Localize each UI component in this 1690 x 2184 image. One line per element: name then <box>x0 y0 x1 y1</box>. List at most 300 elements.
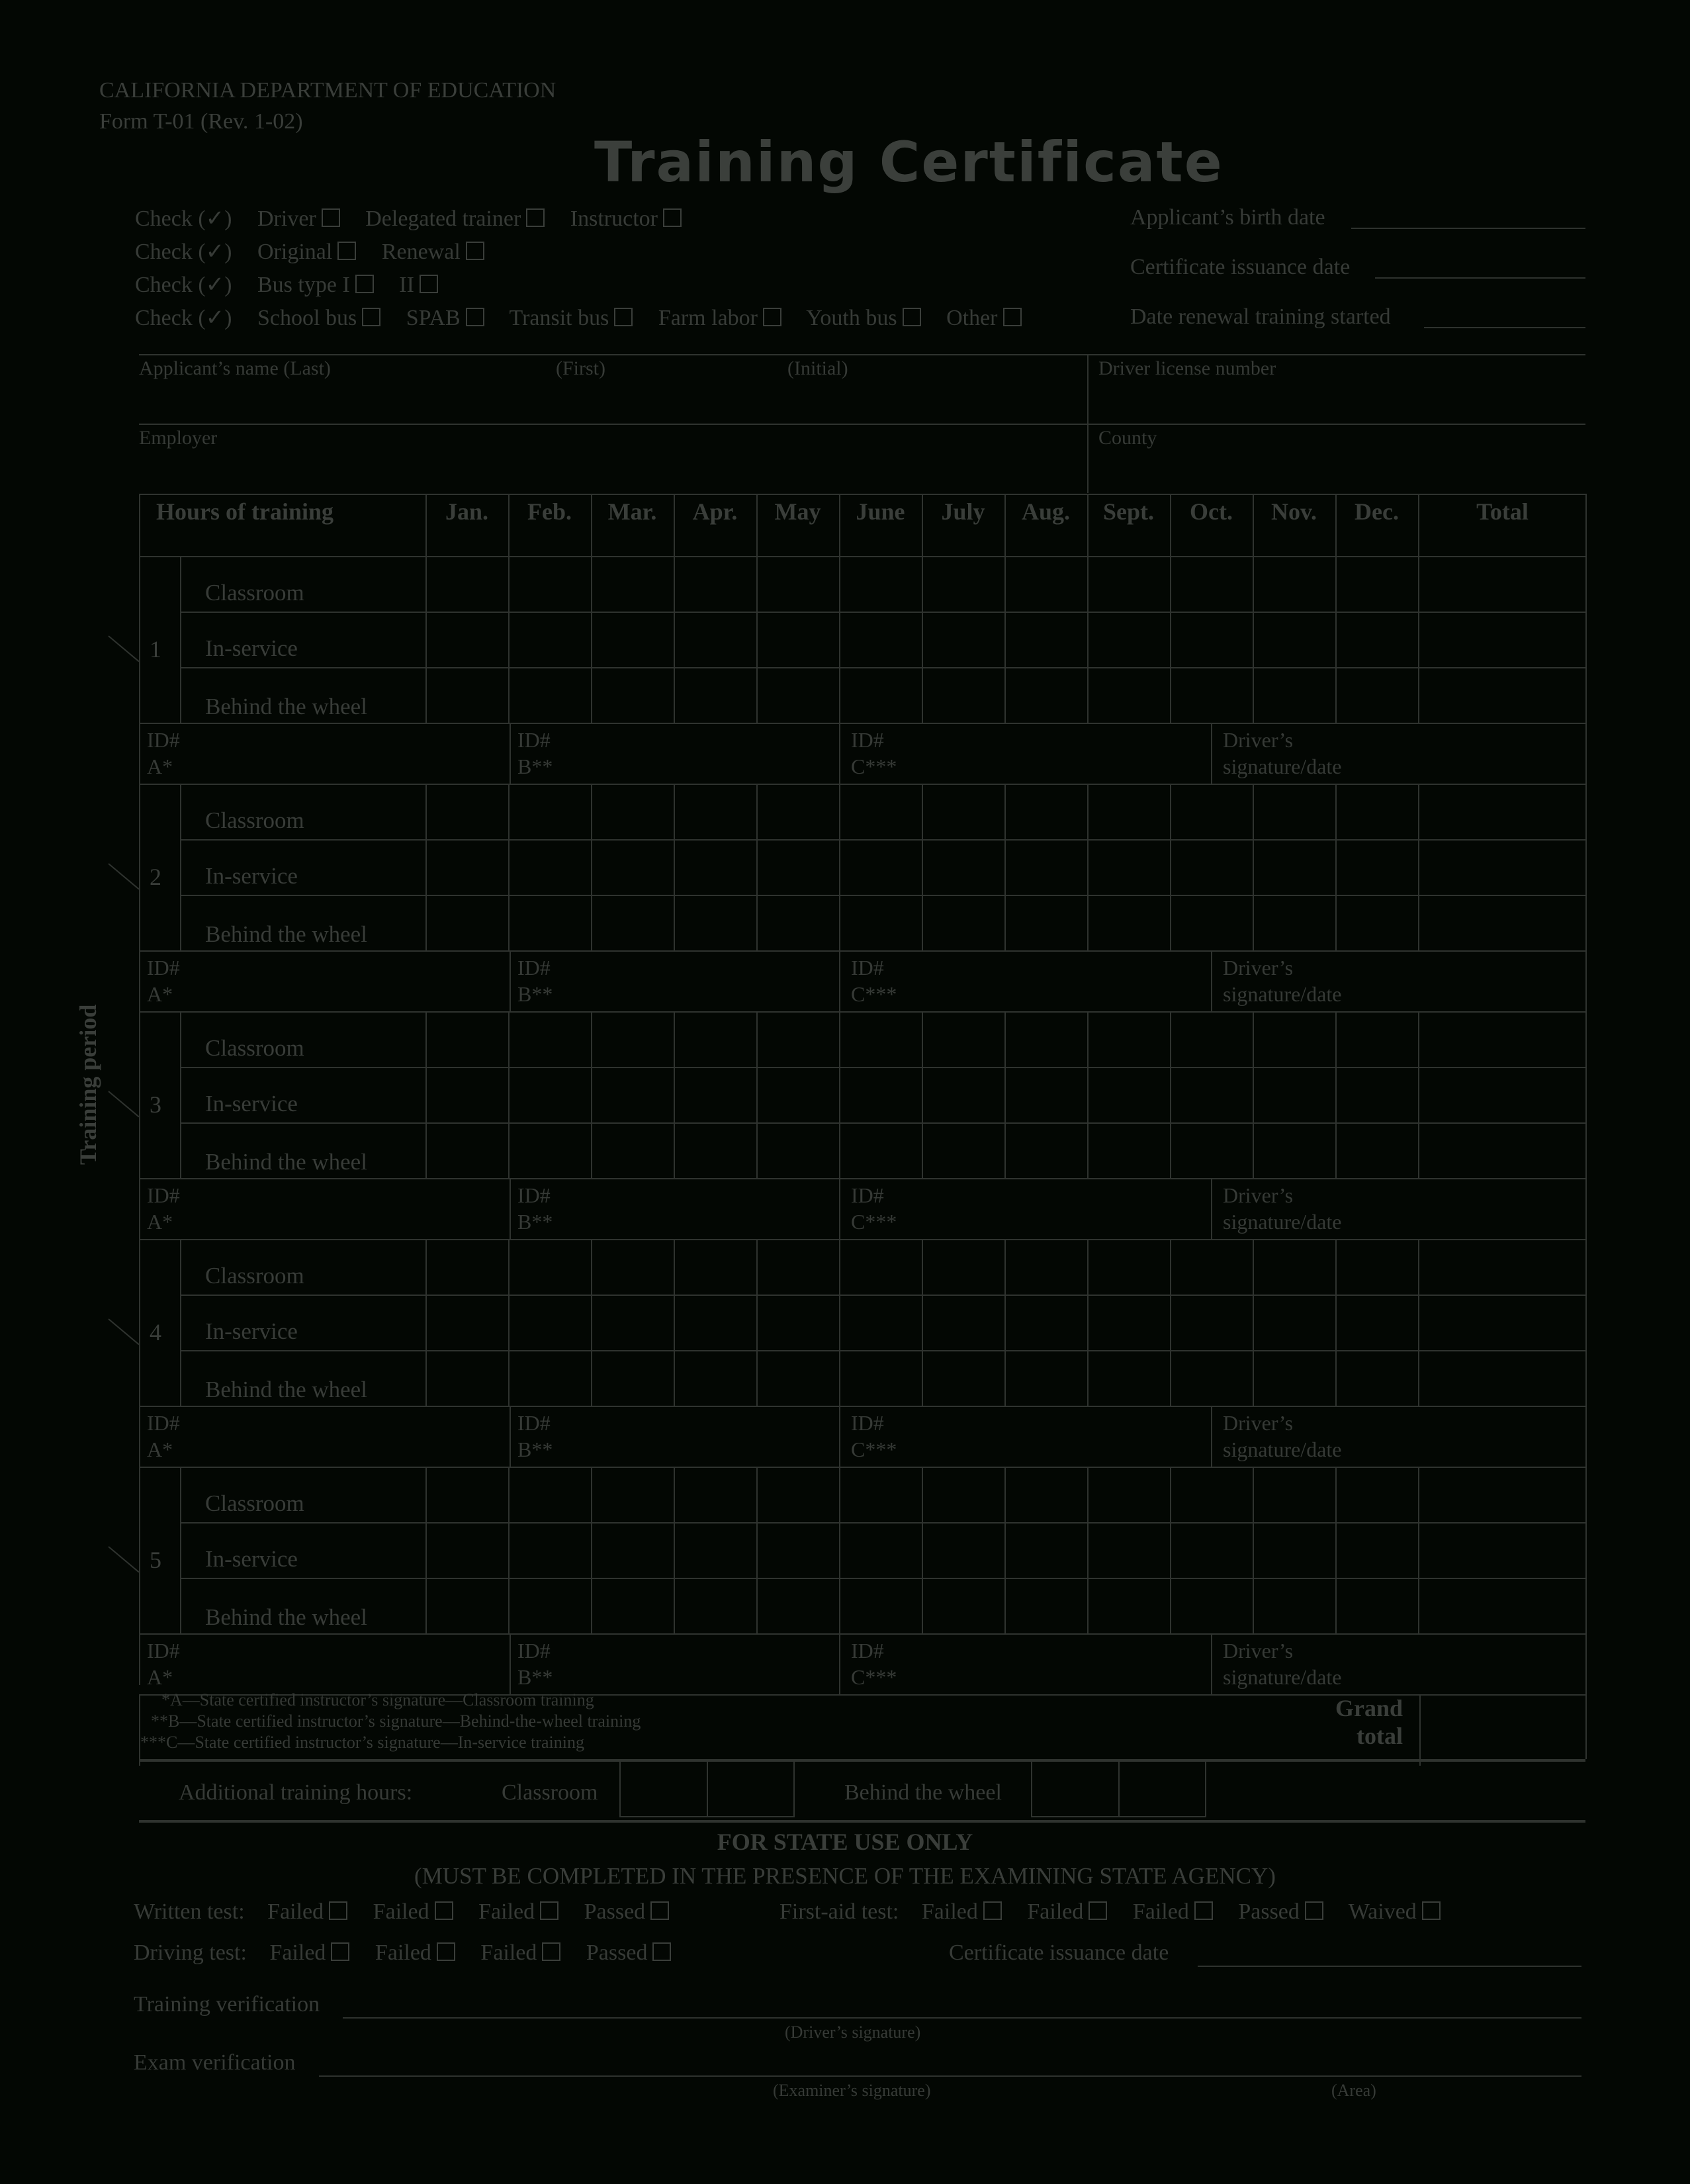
hours-cell[interactable] <box>510 1469 589 1520</box>
hours-cell[interactable] <box>1006 786 1085 837</box>
footnote-c: ***C—State certified instructor’s signature—In-service training <box>140 1733 584 1752</box>
hours-cell[interactable] <box>1255 614 1333 665</box>
hours-cell[interactable] <box>1172 1524 1251 1576</box>
hours-cell[interactable] <box>1255 1352 1333 1404</box>
hours-cell[interactable] <box>510 558 589 610</box>
hours-cell[interactable] <box>510 786 589 837</box>
hours-cell[interactable] <box>841 1580 920 1631</box>
option-driver-label: Driver <box>257 206 316 231</box>
hours-cell[interactable] <box>593 1013 672 1065</box>
hours-cell[interactable] <box>1172 1580 1251 1631</box>
hours-cell[interactable] <box>1255 1069 1333 1120</box>
hours-cell[interactable] <box>593 614 672 665</box>
instructor-id-b-field[interactable] <box>517 954 553 1007</box>
hours-cell[interactable] <box>1089 558 1168 610</box>
checkbox-transit-bus[interactable] <box>614 308 633 326</box>
id-line-1: ID# <box>517 728 551 752</box>
instructor-id-c-field[interactable] <box>851 1410 897 1463</box>
month-header: Dec. <box>1355 498 1399 525</box>
hours-cell[interactable] <box>593 897 672 948</box>
hours-cell[interactable] <box>841 1524 920 1576</box>
checkbox-first-aid-failed-1[interactable] <box>983 1901 1002 1920</box>
hours-cell[interactable] <box>924 841 1002 893</box>
total-cell[interactable] <box>1420 1580 1582 1631</box>
state-issuance-date-field[interactable] <box>1198 1966 1581 1967</box>
hours-cell[interactable] <box>1089 1352 1168 1404</box>
hours-cell[interactable] <box>841 1013 920 1065</box>
hours-cell[interactable] <box>1337 841 1416 893</box>
instructor-id-c-field[interactable] <box>851 954 897 1007</box>
hours-cell[interactable] <box>1337 1124 1416 1176</box>
hours-cell[interactable] <box>593 1352 672 1404</box>
hours-cell[interactable] <box>676 841 754 893</box>
hours-cell[interactable] <box>1006 1352 1085 1404</box>
hours-cell[interactable] <box>593 669 672 721</box>
hours-cell[interactable] <box>510 1352 589 1404</box>
hours-cell[interactable] <box>1337 1297 1416 1348</box>
instructor-id-c-field[interactable] <box>851 727 897 780</box>
id-column-rule <box>1211 723 1212 784</box>
hours-cell[interactable] <box>841 614 920 665</box>
checkbox-instructor[interactable] <box>663 208 682 227</box>
instructor-id-a-field[interactable] <box>147 1410 180 1463</box>
hours-cell[interactable] <box>1337 1013 1416 1065</box>
checkbox-first-aid-failed-3[interactable] <box>1194 1901 1213 1920</box>
hours-cell[interactable] <box>1172 1069 1251 1120</box>
hours-cell[interactable] <box>1255 841 1333 893</box>
period-tick-mark <box>108 1318 139 1345</box>
hours-cell[interactable] <box>924 1352 1002 1404</box>
hours-cell[interactable] <box>924 1241 1002 1293</box>
hours-cell[interactable] <box>1006 841 1085 893</box>
instructor-id-c-field[interactable] <box>851 1182 897 1235</box>
hours-cell[interactable] <box>924 1524 1002 1576</box>
month-column-rule <box>1004 1467 1006 1633</box>
hours-cell[interactable] <box>510 1580 589 1631</box>
hours-cell[interactable] <box>924 614 1002 665</box>
hours-cell[interactable] <box>1089 1124 1168 1176</box>
hours-cell[interactable] <box>924 558 1002 610</box>
hours-cell[interactable] <box>1255 1469 1333 1520</box>
hours-cell[interactable] <box>593 558 672 610</box>
hours-cell[interactable] <box>841 786 920 837</box>
checkbox-other[interactable] <box>1003 308 1022 326</box>
first-aid-failed-1-label: Failed <box>921 1899 978 1924</box>
checkbox-driving-failed-3[interactable] <box>542 1942 560 1961</box>
row-label-classroom: Classroom <box>205 1490 304 1516</box>
hours-cell[interactable] <box>427 1241 506 1293</box>
hours-cell[interactable] <box>924 1297 1002 1348</box>
renewal-date-field[interactable] <box>1424 327 1585 328</box>
hours-cell[interactable] <box>1172 669 1251 721</box>
total-cell[interactable] <box>1420 1124 1582 1176</box>
hours-cell[interactable] <box>1172 897 1251 948</box>
checkbox-first-aid-passed[interactable] <box>1305 1901 1323 1920</box>
hours-cell[interactable] <box>841 1069 920 1120</box>
hours-cell[interactable] <box>1006 1124 1085 1176</box>
hours-cell[interactable] <box>510 1124 589 1176</box>
hours-cell[interactable] <box>676 1580 754 1631</box>
hours-cell[interactable] <box>924 786 1002 837</box>
hours-cell[interactable] <box>676 1013 754 1065</box>
grand-total-field[interactable] <box>1419 1688 1585 1758</box>
hours-cell[interactable] <box>758 558 837 610</box>
hours-cell[interactable] <box>427 1013 506 1065</box>
checkbox-written-failed-2[interactable] <box>435 1901 453 1920</box>
total-cell[interactable] <box>1420 614 1582 665</box>
checkbox-school-bus[interactable] <box>362 308 380 326</box>
hours-cell[interactable] <box>1172 1352 1251 1404</box>
training-verification-field[interactable] <box>343 2017 1581 2019</box>
checkbox-first-aid-failed-2[interactable] <box>1089 1901 1107 1920</box>
hours-cell[interactable] <box>1172 786 1251 837</box>
instructor-id-b-field[interactable] <box>517 1182 553 1235</box>
training-verification-label: Training verification <box>134 1992 320 2017</box>
hours-cell[interactable] <box>841 1297 920 1348</box>
hours-cell[interactable] <box>427 1297 506 1348</box>
hours-cell[interactable] <box>1255 897 1333 948</box>
month-column-rule <box>1170 784 1171 950</box>
hours-cell[interactable] <box>1172 1241 1251 1293</box>
hours-cell[interactable] <box>1337 669 1416 721</box>
total-header: Total <box>1476 498 1529 525</box>
hours-cell[interactable] <box>593 1580 672 1631</box>
hours-cell[interactable] <box>1006 897 1085 948</box>
hours-cell[interactable] <box>676 1352 754 1404</box>
hours-cell[interactable] <box>1172 1469 1251 1520</box>
hours-cell[interactable] <box>510 841 589 893</box>
total-cell[interactable] <box>1420 669 1582 721</box>
hours-cell[interactable] <box>841 897 920 948</box>
hours-cell[interactable] <box>427 669 506 721</box>
checkbox-original[interactable] <box>337 242 356 260</box>
driver-signature-date-field[interactable] <box>1223 1637 1341 1690</box>
instructor-id-b-field[interactable] <box>517 1637 553 1690</box>
hours-cell[interactable] <box>1089 1469 1168 1520</box>
hours-cell[interactable] <box>427 841 506 893</box>
hours-cell[interactable] <box>1006 614 1085 665</box>
id-row-rule <box>139 1011 1585 1013</box>
month-column-rule <box>1170 1239 1171 1406</box>
hours-cell[interactable] <box>593 841 672 893</box>
hours-cell[interactable] <box>1337 614 1416 665</box>
checkbox-bus-type-2[interactable] <box>420 275 438 293</box>
hours-cell[interactable] <box>676 786 754 837</box>
check-row-bus-kind <box>135 304 1042 331</box>
hours-cell[interactable] <box>676 1469 754 1520</box>
hours-cell[interactable] <box>427 897 506 948</box>
hours-cell[interactable] <box>1006 558 1085 610</box>
hours-cell[interactable] <box>510 1069 589 1120</box>
hours-cell[interactable] <box>1337 786 1416 837</box>
hours-cell[interactable] <box>510 1524 589 1576</box>
driver-signature-date-field[interactable] <box>1223 1410 1341 1463</box>
hours-cell[interactable] <box>1255 1580 1333 1631</box>
hours-cell[interactable] <box>1006 1580 1085 1631</box>
hours-cell[interactable] <box>1255 1013 1333 1065</box>
total-cell[interactable] <box>1420 897 1582 948</box>
month-column-rule <box>1004 556 1006 723</box>
month-column-rule <box>1253 1239 1254 1406</box>
total-cell[interactable] <box>1420 1297 1582 1348</box>
hours-cell[interactable] <box>593 1241 672 1293</box>
hours-cell[interactable] <box>1006 1469 1085 1520</box>
total-cell[interactable] <box>1420 1469 1582 1520</box>
hours-cell[interactable] <box>1172 558 1251 610</box>
instructor-id-b-field[interactable] <box>517 1410 553 1463</box>
hours-cell[interactable] <box>758 1469 837 1520</box>
hours-cell[interactable] <box>1172 1013 1251 1065</box>
hours-cell[interactable] <box>1089 1241 1168 1293</box>
exam-verification-field[interactable] <box>319 2075 1581 2077</box>
hours-cell[interactable] <box>1337 1352 1416 1404</box>
hours-cell[interactable] <box>1006 1297 1085 1348</box>
row-rule <box>180 839 1585 841</box>
month-column-rule <box>591 1011 592 1178</box>
hours-cell[interactable] <box>427 1580 506 1631</box>
hours-cell[interactable] <box>676 1069 754 1120</box>
hours-cell[interactable] <box>841 669 920 721</box>
checkbox-written-failed-3[interactable] <box>540 1901 558 1920</box>
hours-cell[interactable] <box>676 1524 754 1576</box>
month-column-rule <box>425 1011 427 1178</box>
id-column-rule <box>839 950 840 1011</box>
hours-cell[interactable] <box>427 1124 506 1176</box>
hours-cell[interactable] <box>1337 1580 1416 1631</box>
hours-cell[interactable] <box>758 614 837 665</box>
hours-cell[interactable] <box>593 1124 672 1176</box>
hours-cell[interactable] <box>1172 1297 1251 1348</box>
hours-cell[interactable] <box>841 1124 920 1176</box>
checkbox-driving-passed[interactable] <box>652 1942 671 1961</box>
hours-cell[interactable] <box>593 786 672 837</box>
hours-cell[interactable] <box>758 1580 837 1631</box>
hours-cell[interactable] <box>924 1013 1002 1065</box>
hours-cell[interactable] <box>1337 897 1416 948</box>
hours-cell[interactable] <box>593 1069 672 1120</box>
id-line-2: B** <box>517 1665 553 1689</box>
hours-cell[interactable] <box>924 1580 1002 1631</box>
hours-cell[interactable] <box>1089 1580 1168 1631</box>
hours-cell[interactable] <box>1255 1297 1333 1348</box>
id-line-2: C*** <box>851 1210 897 1234</box>
id-line-2: signature/date <box>1223 982 1342 1006</box>
month-column-rule <box>1004 1239 1006 1406</box>
hours-cell[interactable] <box>676 558 754 610</box>
hours-cell[interactable] <box>510 897 589 948</box>
row-rule <box>180 612 1585 613</box>
checkbox-driving-failed-1[interactable] <box>331 1942 349 1961</box>
hours-cell[interactable] <box>676 1241 754 1293</box>
driver-signature-date-field[interactable] <box>1223 954 1341 1007</box>
checkbox-delegated-trainer[interactable] <box>526 208 545 227</box>
hours-cell[interactable] <box>924 669 1002 721</box>
hours-cell[interactable] <box>427 614 506 665</box>
checkbox-first-aid-waived[interactable] <box>1422 1901 1441 1920</box>
hours-cell[interactable] <box>924 1124 1002 1176</box>
period-number-rule <box>180 1011 181 1178</box>
hours-cell[interactable] <box>1255 1241 1333 1293</box>
hours-cell[interactable] <box>1255 669 1333 721</box>
hours-cell[interactable] <box>1006 1241 1085 1293</box>
row-label-behind-the-wheel: Behind the wheel <box>205 694 367 719</box>
month-column-rule <box>674 1239 675 1406</box>
hours-cell[interactable] <box>427 786 506 837</box>
checkbox-driving-failed-2[interactable] <box>437 1942 455 1961</box>
id-line-1: ID# <box>517 1639 551 1662</box>
hours-cell[interactable] <box>758 1124 837 1176</box>
hours-cell[interactable] <box>1089 1069 1168 1120</box>
hours-cell[interactable] <box>593 1297 672 1348</box>
hours-cell[interactable] <box>841 558 920 610</box>
period-tick-mark <box>108 863 139 889</box>
checkbox-written-failed-1[interactable] <box>329 1901 347 1920</box>
hours-cell[interactable] <box>1089 669 1168 721</box>
checkbox-renewal[interactable] <box>466 242 484 260</box>
instructor-id-a-field[interactable] <box>147 954 180 1007</box>
month-column-rule <box>1087 784 1089 950</box>
hours-cell[interactable] <box>1337 1524 1416 1576</box>
option-bus-type-2-label: II <box>399 273 414 297</box>
hours-cell[interactable] <box>758 1069 837 1120</box>
checkbox-farm-labor[interactable] <box>763 308 781 326</box>
total-cell[interactable] <box>1420 1069 1582 1120</box>
option-youth-bus-label: Youth bus <box>806 306 897 330</box>
hours-cell[interactable] <box>1337 558 1416 610</box>
hours-cell[interactable] <box>676 1297 754 1348</box>
hours-cell[interactable] <box>1006 669 1085 721</box>
hours-cell[interactable] <box>1006 1069 1085 1120</box>
total-cell[interactable] <box>1420 1352 1582 1404</box>
hours-cell[interactable] <box>676 897 754 948</box>
birth-date-field[interactable] <box>1351 228 1585 229</box>
hours-cell[interactable] <box>427 1469 506 1520</box>
instructor-id-b-field[interactable] <box>517 727 553 780</box>
hours-cell[interactable] <box>427 1352 506 1404</box>
instructor-id-c-field[interactable] <box>851 1637 897 1690</box>
hours-cell[interactable] <box>1006 1013 1085 1065</box>
option-school-bus-label: School bus <box>257 306 357 330</box>
checkbox-driver[interactable] <box>322 208 340 227</box>
hours-cell[interactable] <box>1255 1124 1333 1176</box>
driver-signature-date-field[interactable] <box>1223 727 1341 780</box>
hours-cell[interactable] <box>1337 1469 1416 1520</box>
hours-cell[interactable] <box>1172 614 1251 665</box>
instructor-id-a-field[interactable] <box>147 1637 180 1690</box>
hours-cell[interactable] <box>841 841 920 893</box>
additional-btw-field[interactable] <box>1031 1760 1206 1817</box>
id-column-rule <box>839 723 840 784</box>
written-failed-2-label: Failed <box>373 1899 429 1924</box>
hours-cell[interactable] <box>676 1124 754 1176</box>
issuance-date-field[interactable] <box>1375 277 1585 279</box>
checkbox-youth-bus[interactable] <box>903 308 921 326</box>
hours-cell[interactable] <box>1172 1124 1251 1176</box>
hours-cell[interactable] <box>427 1069 506 1120</box>
total-cell[interactable] <box>1420 1524 1582 1576</box>
hours-cell[interactable] <box>758 1297 837 1348</box>
month-column-rule <box>1170 1467 1171 1633</box>
month-column-rule <box>1335 784 1337 950</box>
hours-cell[interactable] <box>1089 1013 1168 1065</box>
page-title: Training Certificate <box>594 130 1223 195</box>
check-label: Check (✓) <box>135 306 232 330</box>
instructor-id-a-field[interactable] <box>147 1182 180 1235</box>
instructor-id-a-field[interactable] <box>147 727 180 780</box>
checkbox-written-passed[interactable] <box>650 1901 669 1920</box>
hours-cell[interactable] <box>510 669 589 721</box>
hours-cell[interactable] <box>758 786 837 837</box>
hours-cell[interactable] <box>510 1241 589 1293</box>
hours-cell[interactable] <box>593 1469 672 1520</box>
total-cell[interactable] <box>1420 786 1582 837</box>
id-line-2: signature/date <box>1223 1437 1342 1461</box>
hours-cell[interactable] <box>758 841 837 893</box>
hours-cell[interactable] <box>1255 1524 1333 1576</box>
hours-cell[interactable] <box>841 1469 920 1520</box>
hours-cell[interactable] <box>1255 558 1333 610</box>
total-cell[interactable] <box>1420 558 1582 610</box>
period-number-rule <box>180 784 181 950</box>
hours-cell[interactable] <box>924 897 1002 948</box>
checkbox-bus-type-1[interactable] <box>355 275 374 293</box>
hours-cell[interactable] <box>1089 841 1168 893</box>
month-column-rule <box>1253 556 1254 723</box>
hours-cell[interactable] <box>510 614 589 665</box>
hours-cell[interactable] <box>841 1241 920 1293</box>
hours-cell[interactable] <box>676 669 754 721</box>
hours-cell[interactable] <box>427 558 506 610</box>
hours-cell[interactable] <box>427 1524 506 1576</box>
hours-cell[interactable] <box>510 1297 589 1348</box>
total-cell[interactable] <box>1420 1241 1582 1293</box>
hours-cell[interactable] <box>1255 786 1333 837</box>
hours-cell[interactable] <box>1089 1297 1168 1348</box>
hours-cell[interactable] <box>1089 1524 1168 1576</box>
hours-cell[interactable] <box>510 1013 589 1065</box>
hours-cell[interactable] <box>1337 1241 1416 1293</box>
hours-cell[interactable] <box>758 669 837 721</box>
hours-cell[interactable] <box>1337 1069 1416 1120</box>
hours-cell[interactable] <box>1089 786 1168 837</box>
table-top-rule <box>139 494 1585 495</box>
hours-cell[interactable] <box>1006 1524 1085 1576</box>
total-cell[interactable] <box>1420 1013 1582 1065</box>
hours-cell[interactable] <box>758 1013 837 1065</box>
renewal-date-label: Date renewal training started <box>1130 304 1391 329</box>
hours-cell[interactable] <box>1089 897 1168 948</box>
row-rule <box>139 1406 1585 1407</box>
footnote-b: **B—State certified instructor’s signature—Behind-the-wheel training <box>151 1711 641 1731</box>
hours-cell[interactable] <box>758 897 837 948</box>
hours-cell[interactable] <box>676 614 754 665</box>
id-line-2: C*** <box>851 982 897 1006</box>
total-cell[interactable] <box>1420 841 1582 893</box>
hours-cell[interactable] <box>758 1352 837 1404</box>
hours-cell[interactable] <box>593 1524 672 1576</box>
hours-cell[interactable] <box>1089 614 1168 665</box>
id-line-1: ID# <box>517 1183 551 1207</box>
hours-cell[interactable] <box>758 1241 837 1293</box>
hours-cell[interactable] <box>758 1524 837 1576</box>
additional-classroom-field[interactable] <box>619 1760 795 1817</box>
hours-cell[interactable] <box>924 1469 1002 1520</box>
hours-cell[interactable] <box>1172 841 1251 893</box>
hours-cell[interactable] <box>924 1069 1002 1120</box>
hours-cell[interactable] <box>841 1352 920 1404</box>
checkbox-spab[interactable] <box>466 308 484 326</box>
driver-signature-date-field[interactable] <box>1223 1182 1341 1235</box>
